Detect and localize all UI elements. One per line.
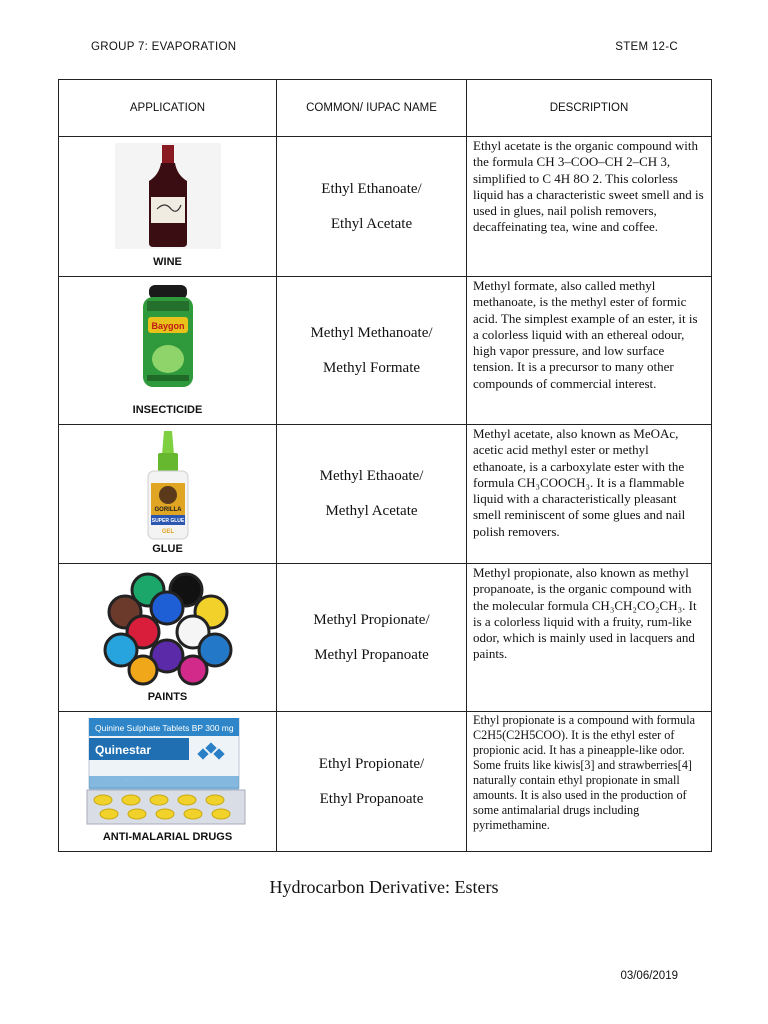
description-cell: Ethyl propionate is a compound with formula C2H5(C2H5COO). It is the ethyl ester of propionic acid. It has a pineapple-like odor. Some fruits like kiwis[3] and strawberries[4] naturally contain ethyl propionate in small amounts. It is also used in the production of some antimalarial drugs including pyrimethamine. bbox=[467, 712, 712, 852]
table-row bbox=[59, 425, 712, 564]
paint-pots-image bbox=[59, 570, 276, 686]
common-name: Methyl Acetate bbox=[325, 503, 418, 519]
iupac-name: Ethyl Ethanoate/ bbox=[321, 180, 422, 197]
name-cell bbox=[277, 425, 467, 564]
common-name: Methyl Formate bbox=[322, 359, 421, 376]
name-cell bbox=[277, 712, 467, 852]
drug-brand-text: Quinestar bbox=[94, 743, 151, 757]
application-cell bbox=[59, 712, 277, 852]
table-row bbox=[59, 712, 712, 852]
glue-gel-text: GEL bbox=[161, 529, 174, 535]
application-cell bbox=[59, 137, 277, 277]
drug-box-title-text: Quinine Sulphate Tablets BP 300 mg bbox=[94, 723, 234, 733]
table-header-row bbox=[59, 80, 712, 137]
application-label: PAINTS bbox=[147, 691, 188, 703]
common-name: Methyl Propanoate bbox=[314, 646, 429, 663]
insecticide-brand-text: Baygon bbox=[150, 321, 185, 331]
application-label: ANTI-MALARIAL DRUGS bbox=[102, 831, 233, 843]
application-label: WINE bbox=[153, 256, 182, 268]
common-name: Ethyl Propanoate bbox=[319, 790, 424, 807]
application-label: GLUE bbox=[152, 543, 183, 555]
page-title: Hydrocarbon Derivative: Esters bbox=[269, 877, 499, 897]
glue-bottle-image bbox=[59, 431, 276, 541]
table-row bbox=[59, 564, 712, 712]
esters-table bbox=[58, 79, 712, 852]
insecticide-can-image bbox=[59, 283, 276, 389]
iupac-name: Methyl Methanoate/ bbox=[310, 324, 433, 341]
wine-bottle-image bbox=[59, 143, 276, 249]
description-cell: Ethyl acetate is the organic compound with the formula CH 3–COO–CH 2–CH 3, simplified to C 4H 8O 2. This colorless liquid has a characteristic sweet smell and is used in glues, nail polish removers, decaffeinating tea, wine and coffee. bbox=[467, 137, 712, 277]
description-cell: Methyl propionate, also known as methyl propanoate, is the organic compound with the molecular formula CH₃CH₂CO₂CH₃. It is a colorless liquid with a fruity, rum-like odor, which is mainly used in lacquers and paints. bbox=[467, 564, 712, 712]
application-cell bbox=[59, 277, 277, 425]
application-cell bbox=[59, 564, 277, 712]
iupac-name: Methyl Propionate/ bbox=[313, 611, 430, 628]
name-cell bbox=[277, 564, 467, 712]
iupac-name: Ethyl Propionate/ bbox=[318, 755, 425, 772]
column-header-name: COMMON/ IUPAC NAME bbox=[277, 80, 467, 137]
drug-box-image bbox=[59, 718, 276, 828]
name-cell bbox=[277, 277, 467, 425]
common-name: Ethyl Acetate bbox=[330, 215, 413, 232]
description-cell: Methyl formate, also called methyl methanoate, is the methyl ester of formic acid. The simplest example of an ester, it is a colorless liquid with an ethereal odour, high vapor pressure, and low surface tension. It is a precursor to many other compounds of commercial interest. bbox=[467, 277, 712, 425]
date-label: 03/06/2019 bbox=[620, 970, 678, 982]
column-header-description: DESCRIPTION bbox=[467, 80, 712, 137]
header-group-label: GROUP 7: EVAPORATION bbox=[91, 41, 237, 53]
header-section-label: STEM 12-C bbox=[615, 41, 678, 53]
glue-brand-text: GORILLA bbox=[154, 507, 181, 513]
glue-type-text: SUPER GLUE bbox=[151, 518, 184, 524]
name-cell bbox=[277, 137, 467, 277]
application-cell bbox=[59, 425, 277, 564]
description-cell: Methyl acetate, also known as MeOAc, acetic acid methyl ester or methyl ethanoate, is a carboxylate ester with the formula CH₃COOCH₃. It is a flammable liquid with a characteristically pleasant smell reminiscent of some glues and nail polish removers. bbox=[467, 425, 712, 564]
iupac-name: Methyl Ethaoate/ bbox=[319, 468, 424, 484]
table-row bbox=[59, 137, 712, 277]
column-header-application: APPLICATION bbox=[59, 80, 277, 137]
application-label: INSECTICIDE bbox=[132, 404, 203, 416]
table-row bbox=[59, 277, 712, 425]
